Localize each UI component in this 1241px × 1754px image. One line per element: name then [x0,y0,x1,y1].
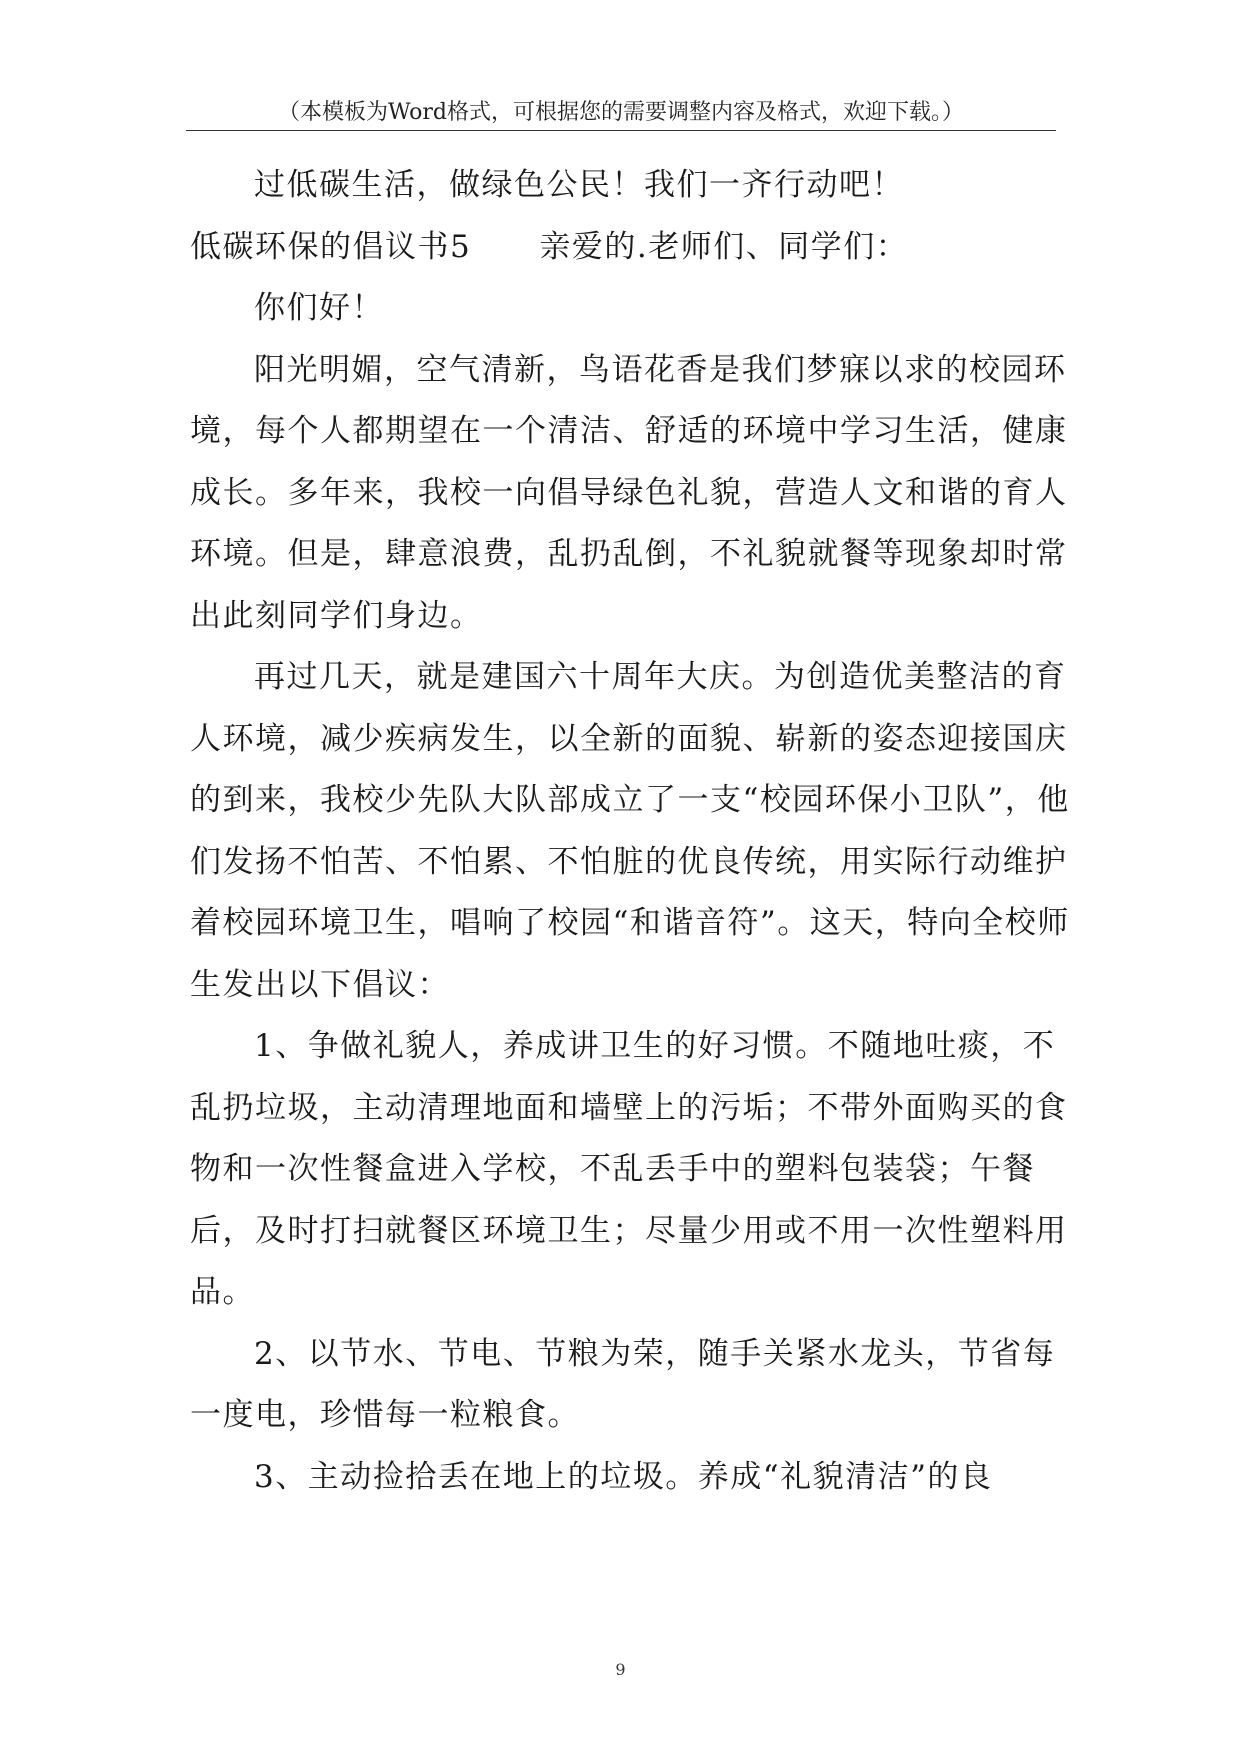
paragraph-proposal-3: 3、主动捡拾丢在地上的垃圾。养成“礼貌清洁”的良 [254,1458,993,1495]
paragraph-national-day: 再过几天，就是建国六十周年大庆。为创造优美整洁的育人环境，减少疾病发生，以全新的面貌、崭新的姿态迎接国庆的到来，我校少先队大队部成立了一支“校园环保小卫队”，他们发扬不怕苦、不怕累、不怕脏的优良传统，用实际行动维护着校园环境卫生，唱响了校园“和谐音符”。这天，特向全校师生发出以下倡议： [190,659,1070,1003]
page-number: 9 [615,1660,626,1679]
paragraph-campus-environment: 阳光明媚，空气清新，鸟语花香是我们梦寐以求的校园环境，每个人都期望在一个清洁、舒适的环境中学习生活，健康成长。多年来，我校一向倡导绿色礼貌，营造人文和谐的育人环境。但是，肆意浪费，乱扔乱倒，不礼貌就餐等现象却时常出此刻同学们身边。 [190,351,1068,634]
header-divider [186,130,1056,131]
paragraph-proposal-2: 2、以节水、节电、节粮为荣，随手关紧水龙头，节省每一度电，珍惜每一粒粮食。 [190,1335,1056,1433]
paragraph-title-salutation: 低碳环保的倡议书5 亲爱的.老师们、同学们： [190,228,909,265]
document-body [190,155,1070,1508]
paragraph-closing-slogan: 过低碳生活，做绿色公民！我们一齐行动吧！ [254,167,904,203]
paragraph-proposal-1: 1、争做礼貌人，养成讲卫生的好习惯。不随地吐痰，不乱扔垃圾，主动清理地面和墙壁上的污垢；不带外面购买的食物和一次性餐盒进入学校，不乱丢手中的塑料包装袋；午餐后，及时打扫就餐区环境卫生；尽量少用或不用一次性塑料用品。 [190,1028,1068,1310]
header-note: （本模板为Word格式，可根据您的需要调整内容及格式，欢迎下载。） [278,100,964,125]
paragraph-greeting: 你们好！ [254,290,384,326]
